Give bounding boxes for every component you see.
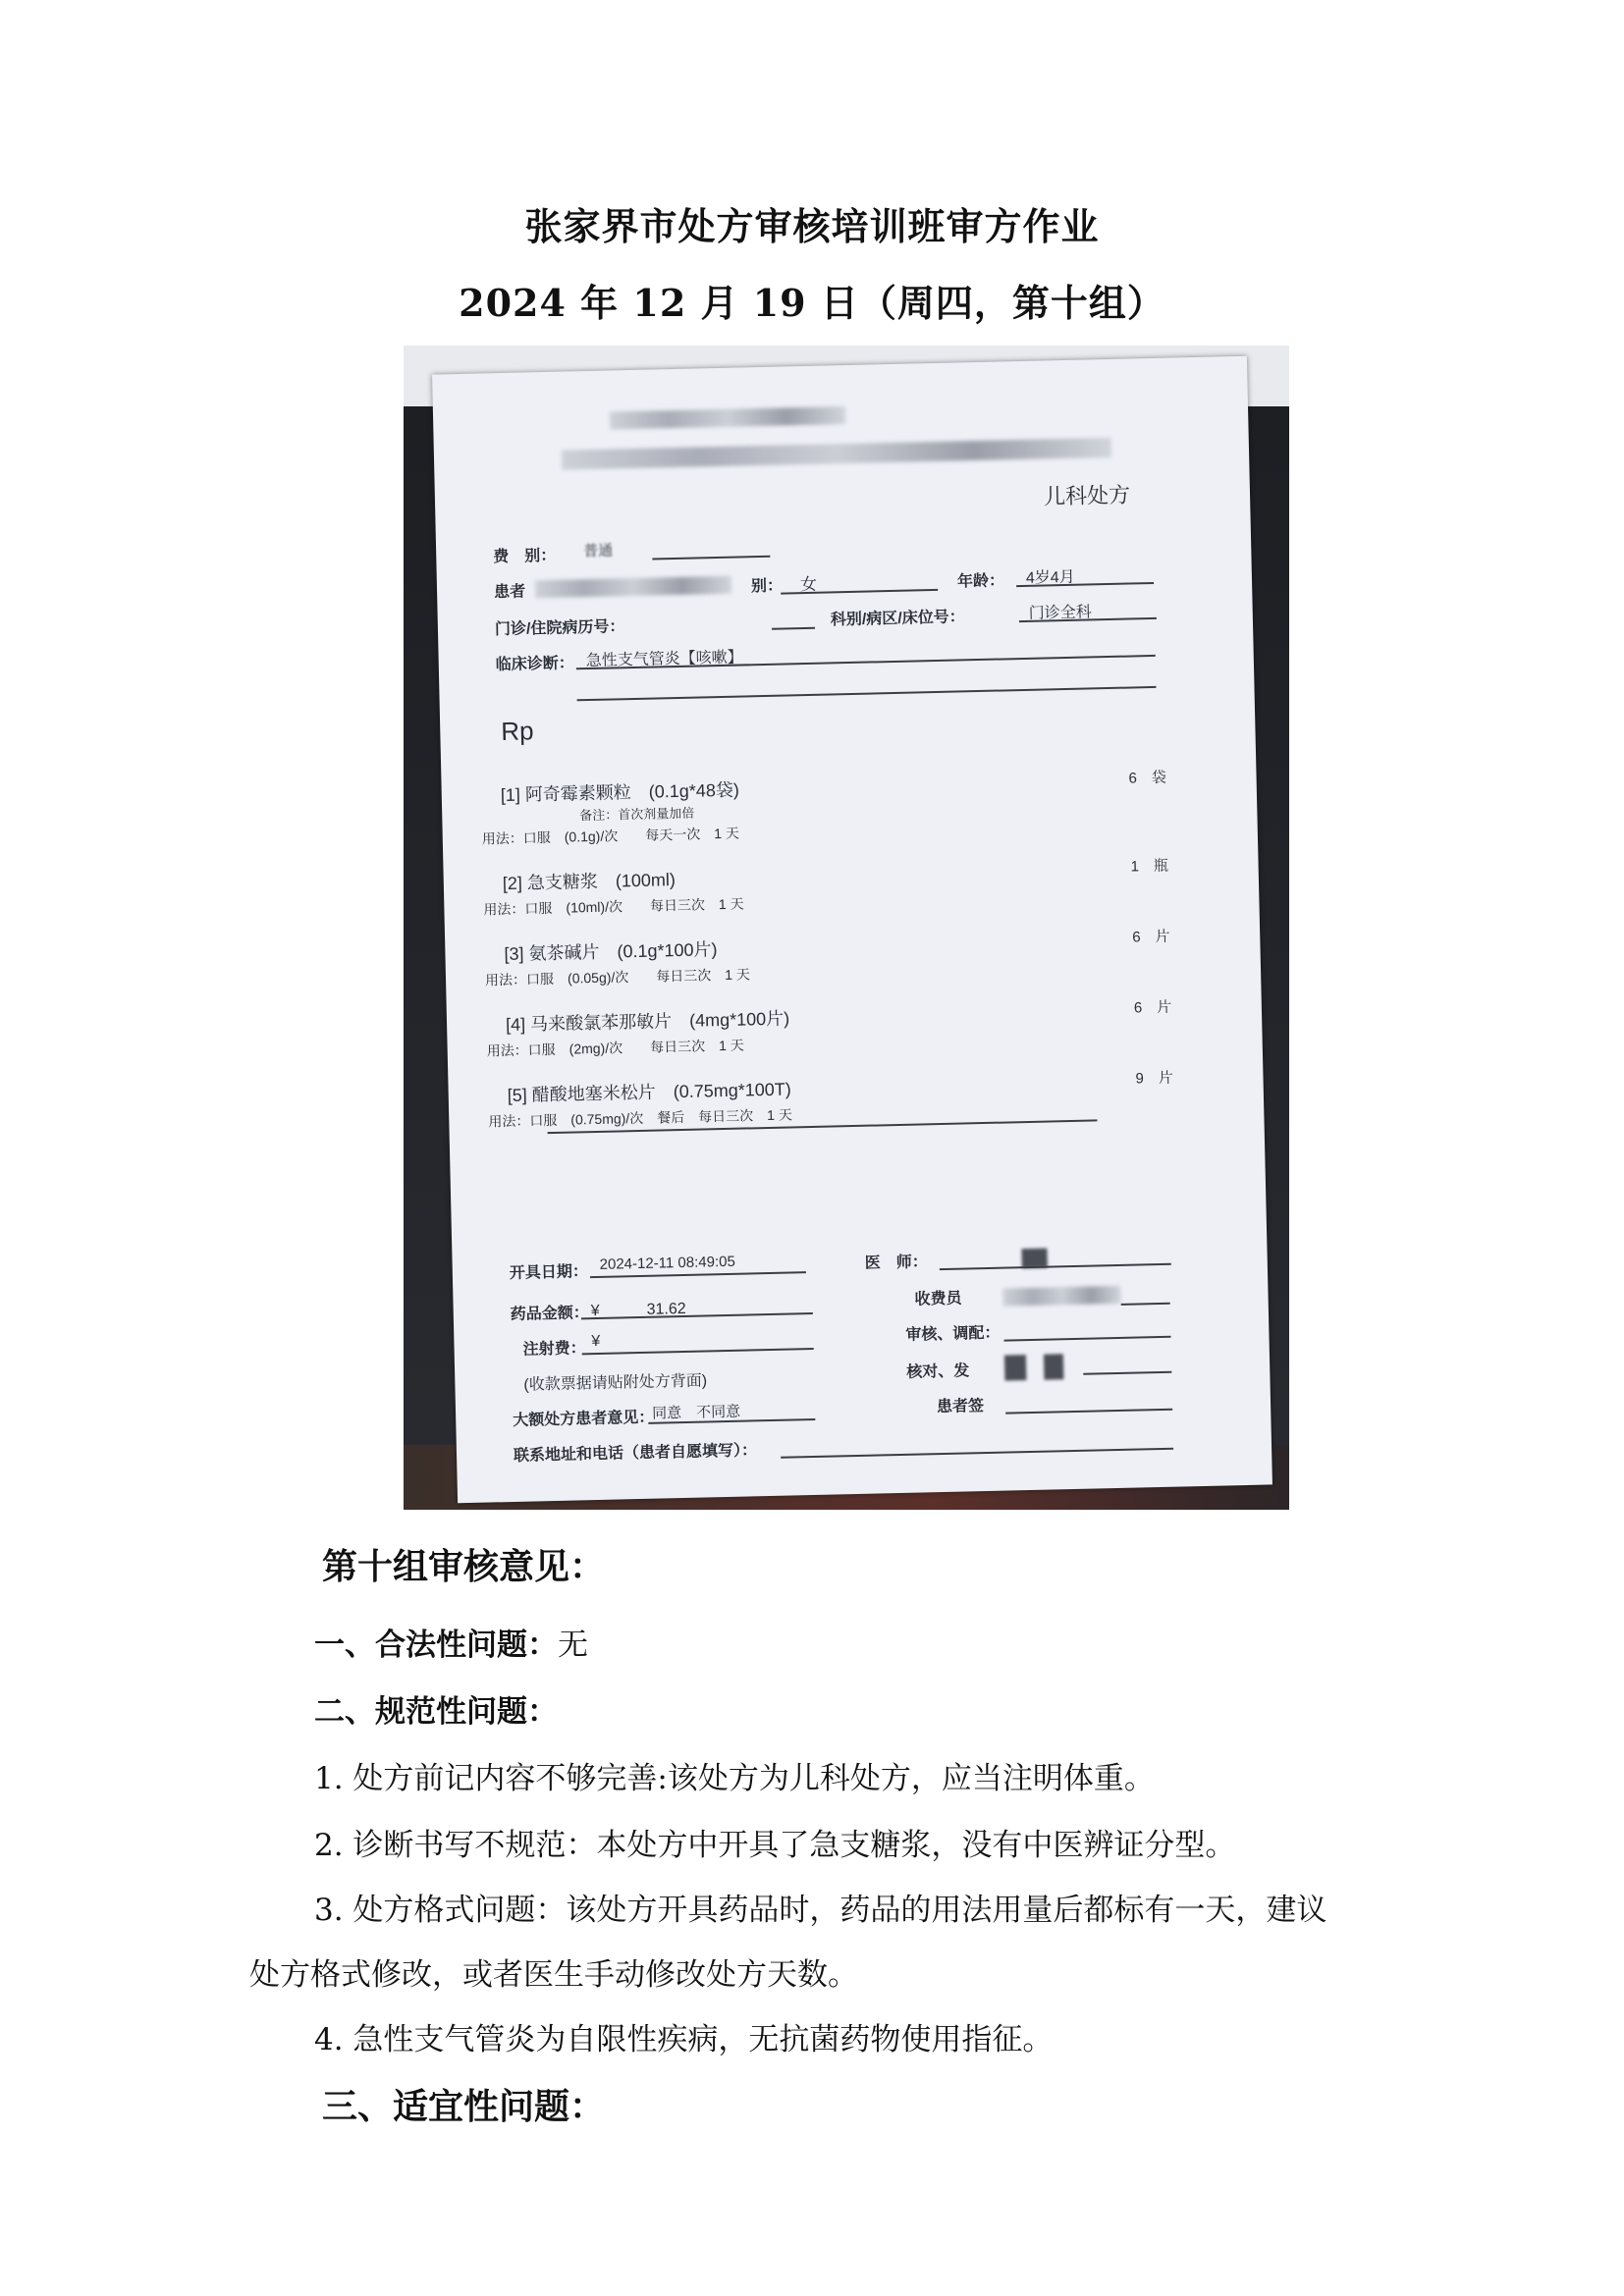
consent-label: 大额处方患者意见： [513, 1409, 655, 1429]
review-item-4: 4. 急性支气管炎为自限性疾病，无抗菌药物使用指征。 [314, 2022, 1054, 2057]
drug-3-name: [3] 氨茶碱片 (0.1g*100片) [504, 939, 718, 965]
drug-5-usage: 用法：口服 (0.75mg)/次 餐后 每日三次 1 天 [488, 1106, 793, 1130]
drug-1-note: 备注：首次剂量加倍 [579, 805, 695, 824]
legality-heading [314, 1620, 588, 1664]
drug-3-usage: 用法：口服 (0.05g)/次 每日三次 1 天 [484, 966, 751, 988]
drug-2-usage: 用法：口服 (10ml)/次 每日三次 1 天 [483, 895, 744, 918]
receipt-note: (收款票据请贴附处方背面) [523, 1372, 708, 1394]
fee-value: 普通 [582, 542, 614, 561]
legality-label: 一、合法性问题： [314, 1628, 558, 1663]
prescription-photo [404, 346, 1289, 1510]
drug-3-qty: 6 片 [1132, 928, 1170, 946]
drug-2-name: [2] 急支糖浆 (100ml) [502, 870, 677, 894]
injection-underline [582, 1348, 814, 1355]
redacted-patient-name [535, 576, 731, 599]
drug-1-qty: 6 袋 [1128, 769, 1167, 787]
date-value: 2024-12-11 08:49:05 [599, 1253, 736, 1273]
review-underline [1004, 1336, 1171, 1342]
consent-value: 同意 不同意 [651, 1403, 741, 1422]
charge-label: 收费员 [914, 1290, 962, 1308]
doctor-label: 医 师： [864, 1254, 928, 1272]
redacted-check-2 [1044, 1354, 1064, 1379]
review-item-1: 1. 处方前记内容不够完善:该处方为儿科处方，应当注明体重。 [314, 1761, 1155, 1796]
drug-1-name: [1] 阿奇霉素颗粒 (0.1g*48袋) [500, 779, 740, 806]
prescription-type: 儿科处方 [1043, 482, 1131, 509]
diagnosis-value: 急性支气管炎【咳嗽】 [585, 649, 743, 670]
amount-label: 药品金额： [510, 1305, 590, 1323]
prescription-paper [432, 356, 1272, 1504]
review-label: 审核、调配： [905, 1324, 1001, 1344]
check-label: 核对、发 [906, 1362, 970, 1381]
injection-label: 注射费： [522, 1340, 586, 1359]
check-underline [1083, 1371, 1171, 1375]
injection-value: ¥ [591, 1332, 601, 1351]
drug-5-name: [5] 醋酸地塞米松片 (0.75mg*100T) [507, 1079, 791, 1106]
patient-sign-label: 患者签 [936, 1398, 985, 1416]
diagnosis-label: 临床诊断： [495, 655, 574, 674]
drug-1-usage: 用法：口服 (0.1g)/次 每天一次 1 天 [481, 825, 740, 847]
gender-label: 别： [750, 577, 784, 596]
drug-4-name: [4] 马来酸氯苯那敏片 (4mg*100片) [505, 1008, 790, 1036]
record-label: 门诊/住院病历号： [494, 618, 625, 639]
review-heading: 第十组审核意见： [322, 1546, 606, 1587]
record-underline [772, 627, 815, 630]
drug-4-usage: 用法：口服 (2mg)/次 每日三次 1 天 [486, 1037, 744, 1059]
date-label: 开具日期： [509, 1263, 589, 1283]
diagnosis-underline-2 [577, 686, 1157, 701]
gender-value: 女 [799, 574, 818, 595]
charge-underline [1121, 1303, 1170, 1306]
patient-label: 患者 [493, 583, 526, 602]
contact-underline [781, 1448, 1173, 1459]
drug-4-qty: 6 片 [1133, 998, 1172, 1017]
legality-value: 无 [558, 1628, 588, 1663]
fee-underline [652, 556, 770, 561]
amount-value: ¥ 31.62 [590, 1300, 686, 1320]
contact-label: 联系地址和电话（患者自愿填写）： [513, 1442, 758, 1465]
document-title: 张家界市处方审核培训班审方作业 [524, 204, 1100, 248]
review-item-2: 2. 诊断书写不规范：本处方中开具了急支糖浆，没有中医辨证分型。 [314, 1828, 1236, 1863]
dept-label: 科别/病区/床位号： [830, 609, 965, 629]
review-item-3-cont: 处方格式修改，或者医生手动修改处方天数。 [249, 1957, 858, 1993]
patient-sign-underline [1005, 1409, 1172, 1415]
document-subtitle: 2024 年 12 月 19 日（周四，第十组） [459, 281, 1165, 325]
age-value: 4岁4月 [1025, 568, 1075, 587]
age-label: 年龄： [956, 572, 1005, 591]
drug-2-qty: 1 瓶 [1130, 857, 1169, 876]
redacted-check-1 [1004, 1355, 1027, 1380]
drug-5-qty: 9 片 [1135, 1069, 1174, 1088]
doctor-underline [940, 1263, 1171, 1270]
redacted-charge [1002, 1286, 1120, 1307]
rp-label: Rp [500, 716, 534, 747]
redacted-hospital-name [562, 438, 1111, 470]
fee-label: 费 别： [493, 547, 557, 566]
standardization-heading: 二、规范性问题： [314, 1694, 558, 1730]
redacted-header-top [610, 406, 845, 429]
dept-value: 门诊全科 [1028, 604, 1092, 622]
review-item-3: 3. 处方格式问题：该处方开具药品时，药品的用法用量后都标有一天，建议 [314, 1893, 1327, 1928]
appropriateness-heading: 三、适宜性问题： [322, 2086, 606, 2127]
